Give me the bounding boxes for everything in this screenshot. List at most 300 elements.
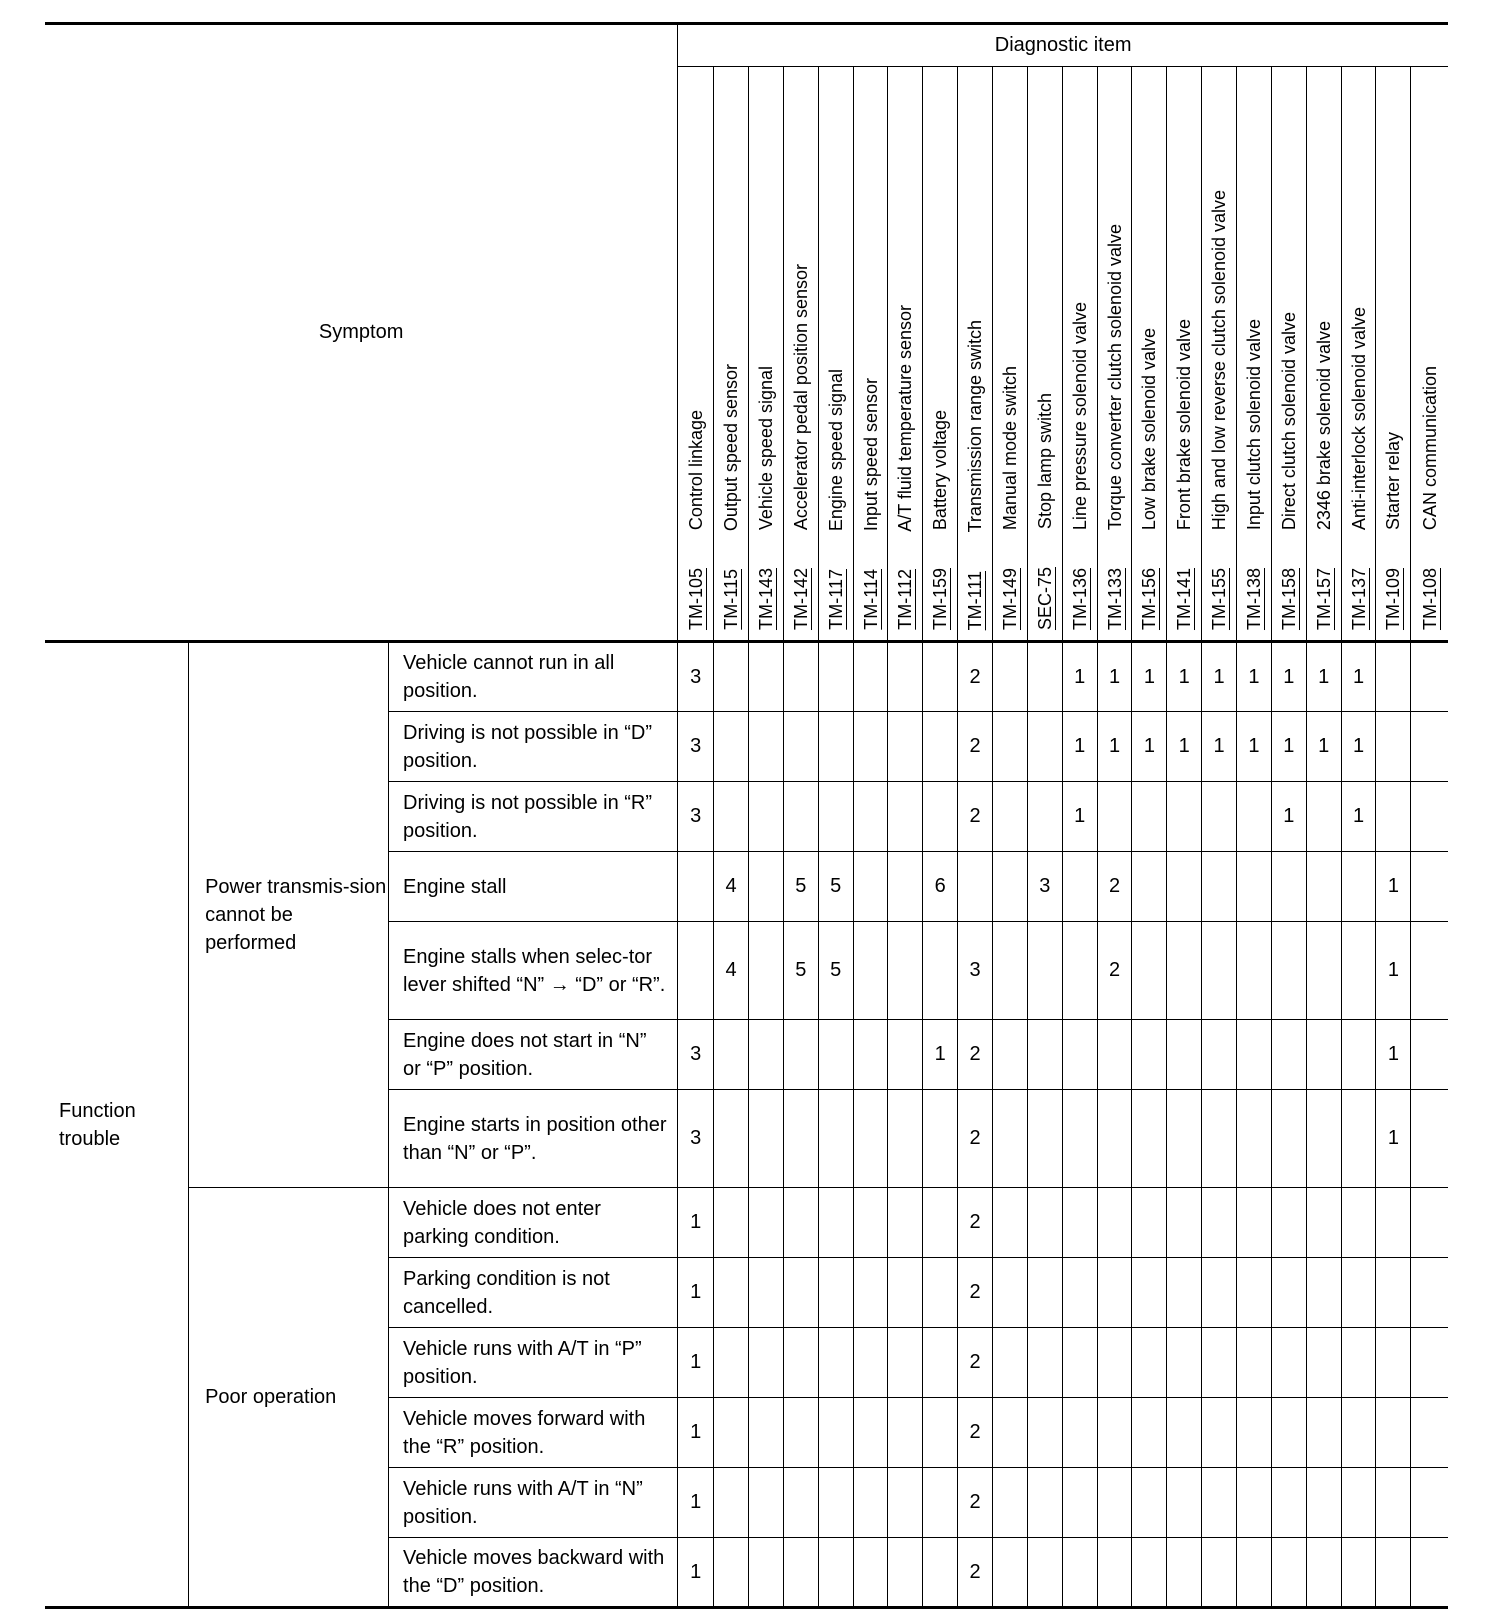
- value-cell: [853, 642, 888, 712]
- column-ref-link[interactable]: TM-105: [685, 567, 706, 630]
- column-label-stack: [1417, 75, 1443, 630]
- value-cell: [1062, 1468, 1097, 1538]
- value-cell: [888, 782, 923, 852]
- value-cell: [1167, 852, 1202, 922]
- value-cell: [1271, 1090, 1306, 1188]
- value-cell: [818, 1090, 853, 1188]
- column-ref-link[interactable]: TM-133: [1104, 567, 1125, 630]
- value-cell: [1237, 1090, 1272, 1188]
- value-cell: [1237, 1398, 1272, 1468]
- value-cell: [1202, 1328, 1237, 1398]
- value-cell: [818, 782, 853, 852]
- value-cell: [818, 1468, 853, 1538]
- value-cell: [888, 1468, 923, 1538]
- symptom-cell: Vehicle runs with A/T in “N” position.: [389, 1468, 678, 1538]
- column-label-stack: [718, 75, 744, 630]
- value-cell: [749, 922, 784, 1020]
- value-cell: [1376, 1468, 1411, 1538]
- column-label-stack: [858, 75, 884, 630]
- value-cell: [1271, 1328, 1306, 1398]
- value-cell: [1167, 1188, 1202, 1258]
- value-cell: [1411, 1538, 1448, 1608]
- value-cell: 5: [783, 922, 818, 1020]
- value-cell: [678, 922, 714, 1020]
- column-ref-link[interactable]: TM-159: [930, 567, 951, 630]
- value-cell: [714, 1328, 749, 1398]
- value-cell: 1: [1271, 782, 1306, 852]
- column-name: Vehicle speed signal: [755, 365, 776, 530]
- value-cell: [749, 1398, 784, 1468]
- value-cell: [923, 782, 958, 852]
- value-cell: [714, 1398, 749, 1468]
- diagnostic-table: [45, 22, 1448, 1609]
- value-cell: [1027, 922, 1062, 1020]
- column-label-stack: [753, 75, 779, 630]
- value-cell: [714, 1538, 749, 1608]
- value-cell: [714, 1020, 749, 1090]
- column-ref-link[interactable]: SEC-75: [1034, 566, 1055, 630]
- value-cell: [1411, 1020, 1448, 1090]
- column-header: [958, 67, 993, 642]
- value-cell: 1: [1062, 642, 1097, 712]
- column-ref-link[interactable]: TM-156: [1139, 567, 1160, 630]
- value-cell: [714, 1188, 749, 1258]
- value-cell: [1411, 782, 1448, 852]
- value-cell: [853, 852, 888, 922]
- value-cell: [853, 1020, 888, 1090]
- column-ref-link[interactable]: TM-115: [721, 569, 742, 630]
- value-cell: 2: [958, 1188, 993, 1258]
- symptom-cell: Vehicle moves forward with the “R” position.: [389, 1398, 678, 1468]
- value-cell: [1411, 852, 1448, 922]
- value-cell: [993, 1090, 1028, 1188]
- value-cell: [818, 712, 853, 782]
- value-cell: [818, 1188, 853, 1258]
- value-cell: [1027, 712, 1062, 782]
- value-cell: [1097, 1328, 1132, 1398]
- value-cell: [888, 1188, 923, 1258]
- value-cell: [888, 1020, 923, 1090]
- column-ref-link[interactable]: TM-143: [755, 567, 776, 630]
- column-label-stack: [1206, 75, 1232, 630]
- value-cell: [1376, 712, 1411, 782]
- value-cell: [1132, 1468, 1167, 1538]
- value-cell: [714, 1468, 749, 1538]
- value-cell: [1132, 1020, 1167, 1090]
- value-cell: 1: [1306, 642, 1341, 712]
- value-cell: [1237, 1468, 1272, 1538]
- value-cell: [993, 1538, 1028, 1608]
- value-cell: [818, 1538, 853, 1608]
- column-header: [1376, 67, 1411, 642]
- value-cell: 2: [958, 1538, 993, 1608]
- value-cell: 4: [714, 922, 749, 1020]
- value-cell: [1167, 922, 1202, 1020]
- value-cell: [1062, 1258, 1097, 1328]
- value-cell: [888, 1328, 923, 1398]
- column-ref-link[interactable]: TM-137: [1348, 567, 1369, 630]
- value-cell: [923, 922, 958, 1020]
- value-cell: [1132, 1538, 1167, 1608]
- value-cell: 1: [1341, 782, 1376, 852]
- column-name: Starter relay: [1383, 431, 1404, 530]
- value-cell: [1237, 1020, 1272, 1090]
- value-cell: [888, 642, 923, 712]
- value-cell: 1: [1237, 642, 1272, 712]
- symptom-cell: Engine starts in position other than “N” or “P”.: [389, 1090, 678, 1188]
- value-cell: 1: [1271, 642, 1306, 712]
- value-cell: [1097, 1538, 1132, 1608]
- value-cell: [1376, 1258, 1411, 1328]
- value-cell: 1: [1097, 712, 1132, 782]
- value-cell: [749, 642, 784, 712]
- value-cell: [1306, 1258, 1341, 1328]
- value-cell: 1: [1097, 642, 1132, 712]
- value-cell: [1027, 642, 1062, 712]
- value-cell: [1271, 1398, 1306, 1468]
- value-cell: [1271, 1258, 1306, 1328]
- value-cell: 1: [1062, 782, 1097, 852]
- value-cell: [993, 852, 1028, 922]
- value-cell: [783, 1328, 818, 1398]
- value-cell: [1202, 922, 1237, 1020]
- value-cell: 1: [1062, 712, 1097, 782]
- value-cell: [1062, 1328, 1097, 1398]
- value-cell: [1167, 1398, 1202, 1468]
- value-cell: [749, 782, 784, 852]
- value-cell: 1: [1202, 642, 1237, 712]
- value-cell: [1062, 1090, 1097, 1188]
- symptom-cell: Engine does not start in “N” or “P” position.: [389, 1020, 678, 1090]
- column-ref-link[interactable]: TM-142: [790, 567, 811, 630]
- value-cell: 1: [1306, 712, 1341, 782]
- value-cell: [1202, 1538, 1237, 1608]
- column-header: [1132, 67, 1167, 642]
- column-ref-link[interactable]: TM-111: [965, 570, 986, 630]
- column-header: [993, 67, 1028, 642]
- value-cell: [1132, 1328, 1167, 1398]
- value-cell: [1097, 1188, 1132, 1258]
- value-cell: [1306, 1468, 1341, 1538]
- value-cell: [993, 1188, 1028, 1258]
- value-cell: [1062, 1398, 1097, 1468]
- value-cell: [749, 1468, 784, 1538]
- subcategory-cell: Power transmis-sion cannot be performed: [189, 642, 389, 1188]
- value-cell: 2: [958, 1258, 993, 1328]
- value-cell: [1202, 852, 1237, 922]
- value-cell: [1062, 1188, 1097, 1258]
- value-cell: 1: [1376, 922, 1411, 1020]
- column-label-stack: [1136, 75, 1162, 630]
- value-cell: [1202, 1468, 1237, 1538]
- value-cell: [783, 1468, 818, 1538]
- value-cell: 6: [923, 852, 958, 922]
- value-cell: [783, 1020, 818, 1090]
- column-label-stack: [1032, 75, 1058, 630]
- value-cell: [749, 1538, 784, 1608]
- symptom-cell: Driving is not possible in “R” position.: [389, 782, 678, 852]
- value-cell: [1306, 782, 1341, 852]
- value-cell: [923, 1538, 958, 1608]
- value-cell: [1132, 782, 1167, 852]
- value-cell: [1202, 1258, 1237, 1328]
- value-cell: 2: [1097, 922, 1132, 1020]
- value-cell: [1062, 1020, 1097, 1090]
- value-cell: 3: [1027, 852, 1062, 922]
- value-cell: 1: [1237, 712, 1272, 782]
- value-cell: 5: [783, 852, 818, 922]
- column-label-stack: [997, 75, 1023, 630]
- value-cell: 2: [958, 1398, 993, 1468]
- column-ref-link[interactable]: TM-112: [895, 569, 916, 630]
- value-cell: [1376, 1398, 1411, 1468]
- value-cell: [818, 642, 853, 712]
- value-cell: [1306, 1188, 1341, 1258]
- value-cell: [1411, 1258, 1448, 1328]
- value-cell: [1167, 1258, 1202, 1328]
- column-name: Torque converter clutch solenoid valve: [1104, 223, 1125, 530]
- value-cell: [1202, 782, 1237, 852]
- column-ref-link[interactable]: TM-158: [1278, 567, 1299, 630]
- value-cell: [1271, 852, 1306, 922]
- value-cell: [853, 1468, 888, 1538]
- value-cell: [1167, 1538, 1202, 1608]
- value-cell: [818, 1328, 853, 1398]
- value-cell: [853, 1538, 888, 1608]
- value-cell: [1271, 1020, 1306, 1090]
- value-cell: [923, 1328, 958, 1398]
- value-cell: [1411, 1090, 1448, 1188]
- value-cell: [1306, 1328, 1341, 1398]
- column-label-stack: [962, 75, 988, 630]
- value-cell: [1097, 1090, 1132, 1188]
- value-cell: [1341, 852, 1376, 922]
- value-cell: 5: [818, 852, 853, 922]
- column-name: Engine speed signal: [825, 369, 846, 532]
- column-name: CAN communication: [1419, 365, 1440, 530]
- value-cell: [1306, 852, 1341, 922]
- column-name: Accelerator pedal position sensor: [790, 263, 811, 530]
- value-cell: [749, 1090, 784, 1188]
- value-cell: [888, 712, 923, 782]
- value-cell: [993, 782, 1028, 852]
- value-cell: [1027, 1468, 1062, 1538]
- value-cell: 2: [958, 712, 993, 782]
- value-cell: [923, 712, 958, 782]
- value-cell: [1167, 1468, 1202, 1538]
- value-cell: [1271, 1188, 1306, 1258]
- value-cell: [678, 852, 714, 922]
- value-cell: [1306, 1398, 1341, 1468]
- value-cell: [853, 712, 888, 782]
- column-header: [1306, 67, 1341, 642]
- symptom-cell: Vehicle moves backward with the “D” position.: [389, 1538, 678, 1608]
- value-cell: [888, 852, 923, 922]
- value-cell: [853, 1328, 888, 1398]
- value-cell: 1: [1341, 712, 1376, 782]
- value-cell: [818, 1258, 853, 1328]
- value-cell: 1: [1132, 712, 1167, 782]
- column-name: Input clutch solenoid valve: [1243, 318, 1264, 530]
- header-row-top: [45, 24, 1448, 67]
- value-cell: 3: [678, 642, 714, 712]
- value-cell: [783, 1090, 818, 1188]
- value-cell: [1376, 782, 1411, 852]
- value-cell: [1027, 1328, 1062, 1398]
- value-cell: [1271, 1468, 1306, 1538]
- column-name: Line pressure solenoid valve: [1069, 301, 1090, 530]
- column-label-stack: [1171, 75, 1197, 630]
- column-ref-link[interactable]: TM-138: [1243, 567, 1264, 630]
- value-cell: [1167, 1020, 1202, 1090]
- value-cell: [1306, 1020, 1341, 1090]
- value-cell: 3: [678, 782, 714, 852]
- value-cell: [853, 1090, 888, 1188]
- value-cell: [1411, 1188, 1448, 1258]
- column-name: Manual mode switch: [999, 365, 1020, 530]
- column-label-stack: [1346, 75, 1372, 630]
- value-cell: [1167, 1328, 1202, 1398]
- value-cell: [1167, 782, 1202, 852]
- value-cell: [923, 642, 958, 712]
- column-header: [1097, 67, 1132, 642]
- column-header: [714, 67, 749, 642]
- value-cell: [783, 782, 818, 852]
- column-label-stack: [892, 75, 918, 630]
- value-cell: [993, 642, 1028, 712]
- column-name: Output speed sensor: [721, 364, 742, 532]
- symptom-cell: Driving is not possible in “D” position.: [389, 712, 678, 782]
- value-cell: [714, 782, 749, 852]
- value-cell: [749, 1258, 784, 1328]
- value-cell: [1027, 1020, 1062, 1090]
- value-cell: [888, 1258, 923, 1328]
- value-cell: 2: [958, 1090, 993, 1188]
- column-header: [1062, 67, 1097, 642]
- value-cell: 4: [714, 852, 749, 922]
- symptom-cell: Parking condition is not cancelled.: [389, 1258, 678, 1328]
- column-label-stack: [1380, 75, 1406, 630]
- value-cell: 1: [923, 1020, 958, 1090]
- column-label-stack: [927, 75, 953, 630]
- value-cell: [1341, 1020, 1376, 1090]
- value-cell: 2: [958, 1020, 993, 1090]
- value-cell: [1132, 1188, 1167, 1258]
- value-cell: 1: [1376, 852, 1411, 922]
- value-cell: [1376, 642, 1411, 712]
- value-cell: [1027, 1258, 1062, 1328]
- value-cell: [783, 1188, 818, 1258]
- column-ref-link[interactable]: TM-149: [999, 567, 1020, 630]
- value-cell: [993, 1258, 1028, 1328]
- value-cell: [1376, 1538, 1411, 1608]
- value-cell: [1132, 852, 1167, 922]
- value-cell: [958, 852, 993, 922]
- value-cell: [714, 1258, 749, 1328]
- column-header: [1237, 67, 1272, 642]
- value-cell: [1376, 1328, 1411, 1398]
- column-header: [783, 67, 818, 642]
- table-row: [45, 1188, 1448, 1258]
- column-header: [853, 67, 888, 642]
- column-header: [678, 67, 714, 642]
- value-cell: [853, 782, 888, 852]
- column-header: [1027, 67, 1062, 642]
- value-cell: [1097, 1258, 1132, 1328]
- value-cell: [1027, 782, 1062, 852]
- value-cell: 3: [678, 712, 714, 782]
- value-cell: [1237, 852, 1272, 922]
- value-cell: 1: [678, 1538, 714, 1608]
- value-cell: [923, 1468, 958, 1538]
- symptom-cell: Vehicle does not enter parking condition.: [389, 1188, 678, 1258]
- value-cell: [1097, 782, 1132, 852]
- value-cell: [1237, 922, 1272, 1020]
- value-cell: 1: [1341, 642, 1376, 712]
- value-cell: [1237, 782, 1272, 852]
- subcategory-cell: Poor operation: [189, 1188, 389, 1608]
- value-cell: 1: [678, 1468, 714, 1538]
- value-cell: [1341, 1468, 1376, 1538]
- value-cell: [749, 712, 784, 782]
- value-cell: 1: [1167, 712, 1202, 782]
- column-ref-link[interactable]: TM-114: [860, 569, 881, 630]
- value-cell: [1167, 1090, 1202, 1188]
- column-name: High and low reverse clutch solenoid valve: [1209, 189, 1230, 530]
- column-ref-link[interactable]: TM-155: [1209, 567, 1230, 630]
- value-cell: [1202, 1020, 1237, 1090]
- value-cell: [714, 642, 749, 712]
- value-cell: [923, 1398, 958, 1468]
- value-cell: 2: [958, 782, 993, 852]
- value-cell: 3: [678, 1020, 714, 1090]
- value-cell: [1027, 1188, 1062, 1258]
- value-cell: [1306, 1538, 1341, 1608]
- value-cell: [1306, 1090, 1341, 1188]
- column-ref-link[interactable]: TM-141: [1174, 567, 1195, 630]
- value-cell: [1411, 1468, 1448, 1538]
- value-cell: 1: [1132, 642, 1167, 712]
- column-ref-link[interactable]: TM-136: [1069, 567, 1090, 630]
- column-ref-link[interactable]: TM-108: [1419, 567, 1440, 630]
- value-cell: [783, 712, 818, 782]
- value-cell: [1306, 922, 1341, 1020]
- value-cell: [1341, 1188, 1376, 1258]
- column-ref-link[interactable]: TM-157: [1313, 567, 1334, 630]
- value-cell: [1271, 1538, 1306, 1608]
- value-cell: 1: [678, 1258, 714, 1328]
- column-name: Direct clutch solenoid valve: [1278, 311, 1299, 530]
- category-cell: Function trouble: [45, 642, 189, 1608]
- value-cell: [1271, 922, 1306, 1020]
- column-header: [888, 67, 923, 642]
- value-cell: [853, 922, 888, 1020]
- value-cell: [1202, 1188, 1237, 1258]
- value-cell: [1062, 1538, 1097, 1608]
- column-ref-link[interactable]: TM-117: [825, 569, 846, 630]
- symptom-cell: Vehicle runs with A/T in “P” position.: [389, 1328, 678, 1398]
- value-cell: [1062, 922, 1097, 1020]
- value-cell: [714, 712, 749, 782]
- column-ref-link[interactable]: TM-109: [1383, 567, 1404, 630]
- value-cell: 1: [678, 1328, 714, 1398]
- value-cell: [1132, 1398, 1167, 1468]
- value-cell: [1097, 1468, 1132, 1538]
- column-label-stack: [823, 75, 849, 630]
- value-cell: 1: [1167, 642, 1202, 712]
- value-cell: 2: [1097, 852, 1132, 922]
- column-name: Control linkage: [685, 409, 706, 530]
